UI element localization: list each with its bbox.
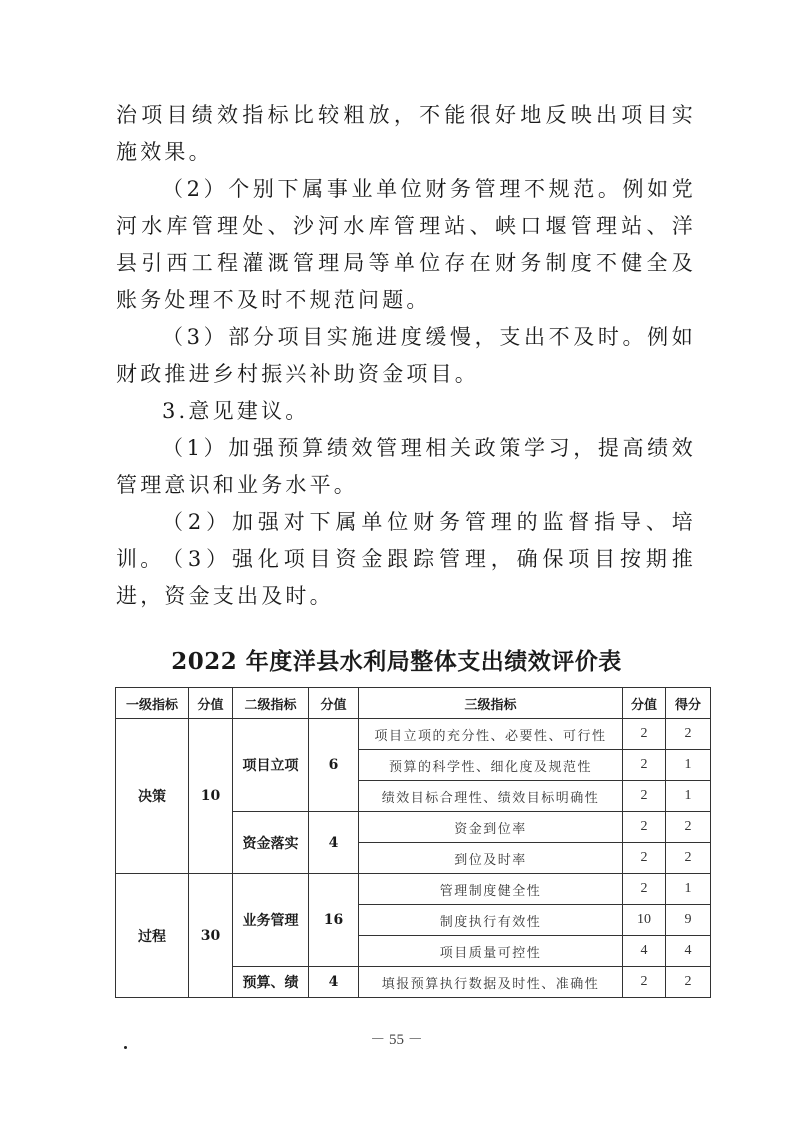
got-cell: 2 — [666, 719, 711, 750]
level3-cell: 填报预算执行数据及时性、准确性 — [359, 967, 623, 998]
table-header-row — [116, 688, 711, 719]
got-cell: 1 — [666, 750, 711, 781]
paragraph: （1）加强预算绩效管理相关政策学习，提高绩效管理意识和业务水平。 — [116, 436, 696, 497]
evaluation-table — [115, 687, 711, 998]
level3-cell: 绩效目标合理性、绩效目标明确性 — [359, 781, 623, 812]
level3-cell: 资金到位率 — [359, 812, 623, 843]
got-cell: 4 — [666, 936, 711, 967]
header-cell: 分值 — [309, 688, 359, 719]
paragraph: （2）个别下属事业单位财务管理不规范。例如党河水库管理处、沙河水库管理站、峡口堰管理站、洋县引西工程灌溉管理局等单位存在财务制度不健全及账务处理不及时不规范问题。 — [116, 177, 696, 312]
got-cell: 1 — [666, 874, 711, 905]
table-row — [116, 874, 711, 905]
level2-score-cell: 4 — [309, 967, 359, 998]
score-cell: 2 — [623, 843, 666, 874]
level3-cell: 项目质量可控性 — [359, 936, 623, 967]
level2-score-cell: 6 — [309, 719, 359, 812]
level3-cell: 管理制度健全性 — [359, 874, 623, 905]
header-cell: 二级指标 — [233, 688, 309, 719]
level1-cell: 过程 — [116, 874, 189, 998]
paragraph: 治项目绩效指标比较粗放，不能很好地反映出项目实施效果。 — [116, 103, 696, 164]
paragraph: （3）强化项目资金跟踪管理，确保项目按期推进，资金支出及时。 — [116, 547, 696, 608]
score-cell: 2 — [623, 812, 666, 843]
level1-score-cell: 10 — [189, 719, 233, 874]
paragraph: （2）加强对下属单位财务管理的监督指导、培训。 — [116, 510, 696, 571]
level3-cell: 预算的科学性、细化度及规范性 — [359, 750, 623, 781]
score-cell: 2 — [623, 750, 666, 781]
level1-score-cell: 30 — [189, 874, 233, 998]
table-title: 2022 年度洋县水利局整体支出绩效评价表 — [171, 648, 622, 675]
paragraph: （3）部分项目实施进度缓慢，支出不及时。例如财政推进乡村振兴补助资金项目。 — [116, 325, 696, 386]
got-cell: 2 — [666, 843, 711, 874]
level2-score-cell: 4 — [309, 812, 359, 874]
page-number: － 55 － — [370, 1032, 423, 1048]
header-cell: 三级指标 — [359, 688, 623, 719]
header-cell: 分值 — [623, 688, 666, 719]
got-cell: 1 — [666, 781, 711, 812]
header-cell: 分值 — [189, 688, 233, 719]
score-cell: 2 — [623, 781, 666, 812]
score-cell: 2 — [623, 967, 666, 998]
score-cell: 10 — [623, 905, 666, 936]
level3-cell: 制度执行有效性 — [359, 905, 623, 936]
level2-score-cell: 16 — [309, 874, 359, 967]
got-cell: 2 — [666, 812, 711, 843]
bullet-dot — [124, 1046, 127, 1049]
level1-cell: 决策 — [116, 719, 189, 874]
level2-cell: 资金落实 — [233, 812, 309, 874]
header-cell: 得分 — [666, 688, 711, 719]
got-cell: 9 — [666, 905, 711, 936]
score-cell: 2 — [623, 719, 666, 750]
score-cell: 4 — [623, 936, 666, 967]
header-cell: 一级指标 — [116, 688, 189, 719]
level3-cell: 到位及时率 — [359, 843, 623, 874]
level3-cell: 项目立项的充分性、必要性、可行性 — [359, 719, 623, 750]
level2-cell: 项目立项 — [233, 719, 309, 812]
level2-cell: 业务管理 — [233, 874, 309, 967]
level2-cell: 预算、绩 — [233, 967, 309, 998]
score-cell: 2 — [623, 874, 666, 905]
table-row — [116, 719, 711, 750]
section-heading: 3.意见建议。 — [162, 399, 310, 423]
got-cell: 2 — [666, 967, 711, 998]
